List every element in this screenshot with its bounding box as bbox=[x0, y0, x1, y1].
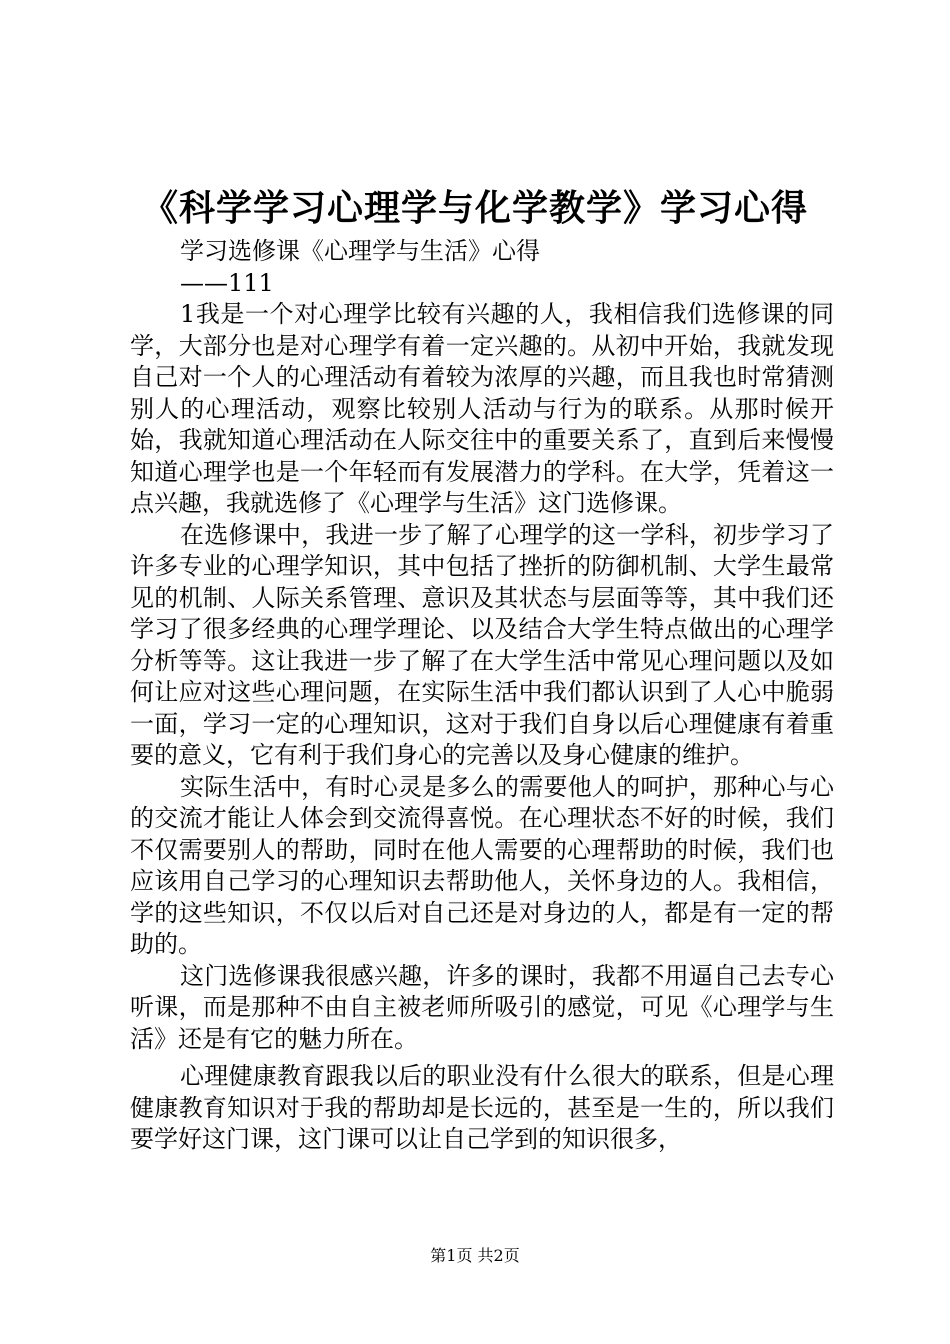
document-body bbox=[130, 236, 834, 1156]
paragraph-5: 心理健康教育跟我以后的职业没有什么很大的联系，但是心理健康教育知识对于我的帮助却是长远的，甚至是一生的，所以我们要学好这门课，这门课可以让自己学到的知识很多， bbox=[130, 1062, 834, 1153]
paragraph-4: 这门选修课我很感兴趣，许多的课时，我都不用逼自己去专心听课，而是那种不由自主被老师所吸引的感觉，可见《心理学与生活》还是有它的魅力所在。 bbox=[130, 961, 834, 1053]
paragraph-3: 实际生活中，有时心灵是多么的需要他人的呵护，那种心与心的交流才能让人体会到交流得喜悦。在心理状态不好的时候，我们不仅需要别人的帮助，同时在他人需要的心理帮助的时候，我们也应该用自己学习的心理知识去帮助他人，关怀身边的人。我相信，学的这些知识，不仅以后对自己还是对身边的人，都是有一定的帮助的。 bbox=[130, 772, 834, 958]
page-title: 《科学学习心理学与化学教学》学习心得 bbox=[141, 187, 808, 229]
author-line: ——111 bbox=[180, 268, 274, 297]
paragraph-2: 在选修课中，我进一步了解了心理学的这一学科，初步学习了许多专业的心理学知识，其中包括了挫折的防御机制、大学生最常见的机制、人际关系管理、意识及其状态与层面等等，其中我们还学习了很多经典的心理学理论、以及结合大学生特点做出的心理学分析等等。这让我进一步了解了在大学生活中常见心理问题以及如何让应对这些心理问题，在实际生活中我们都认识到了人心中脆弱一面，学习一定的心理知识，这对于我们自身以后心理健康有着重要的意义，它有利于我们身心的完善以及身心健康的维护。 bbox=[130, 520, 834, 769]
subtitle: 学习选修课《心理学与生活》心得 bbox=[180, 237, 540, 265]
paragraph-1: 1我是一个对心理学比较有兴趣的人，我相信我们选修课的同学，大部分也是对心理学有着一定兴趣的。从初中开始，我就发现自己对一个人的心理活动有着较为浓厚的兴趣，而且我也时常猜测别人的心理活动，观察比较别人活动与行为的联系。从那时候开始，我就知道心理活动在人际交往中的重要关系了，直到后来慢慢知道心理学也是一个年轻而有发展潜力的学科。在大学，凭着这一点兴趣，我就选修了《心理学与生活》这门选修课。 bbox=[130, 300, 834, 517]
page-footer: 第1页 共2页 bbox=[430, 1246, 520, 1265]
